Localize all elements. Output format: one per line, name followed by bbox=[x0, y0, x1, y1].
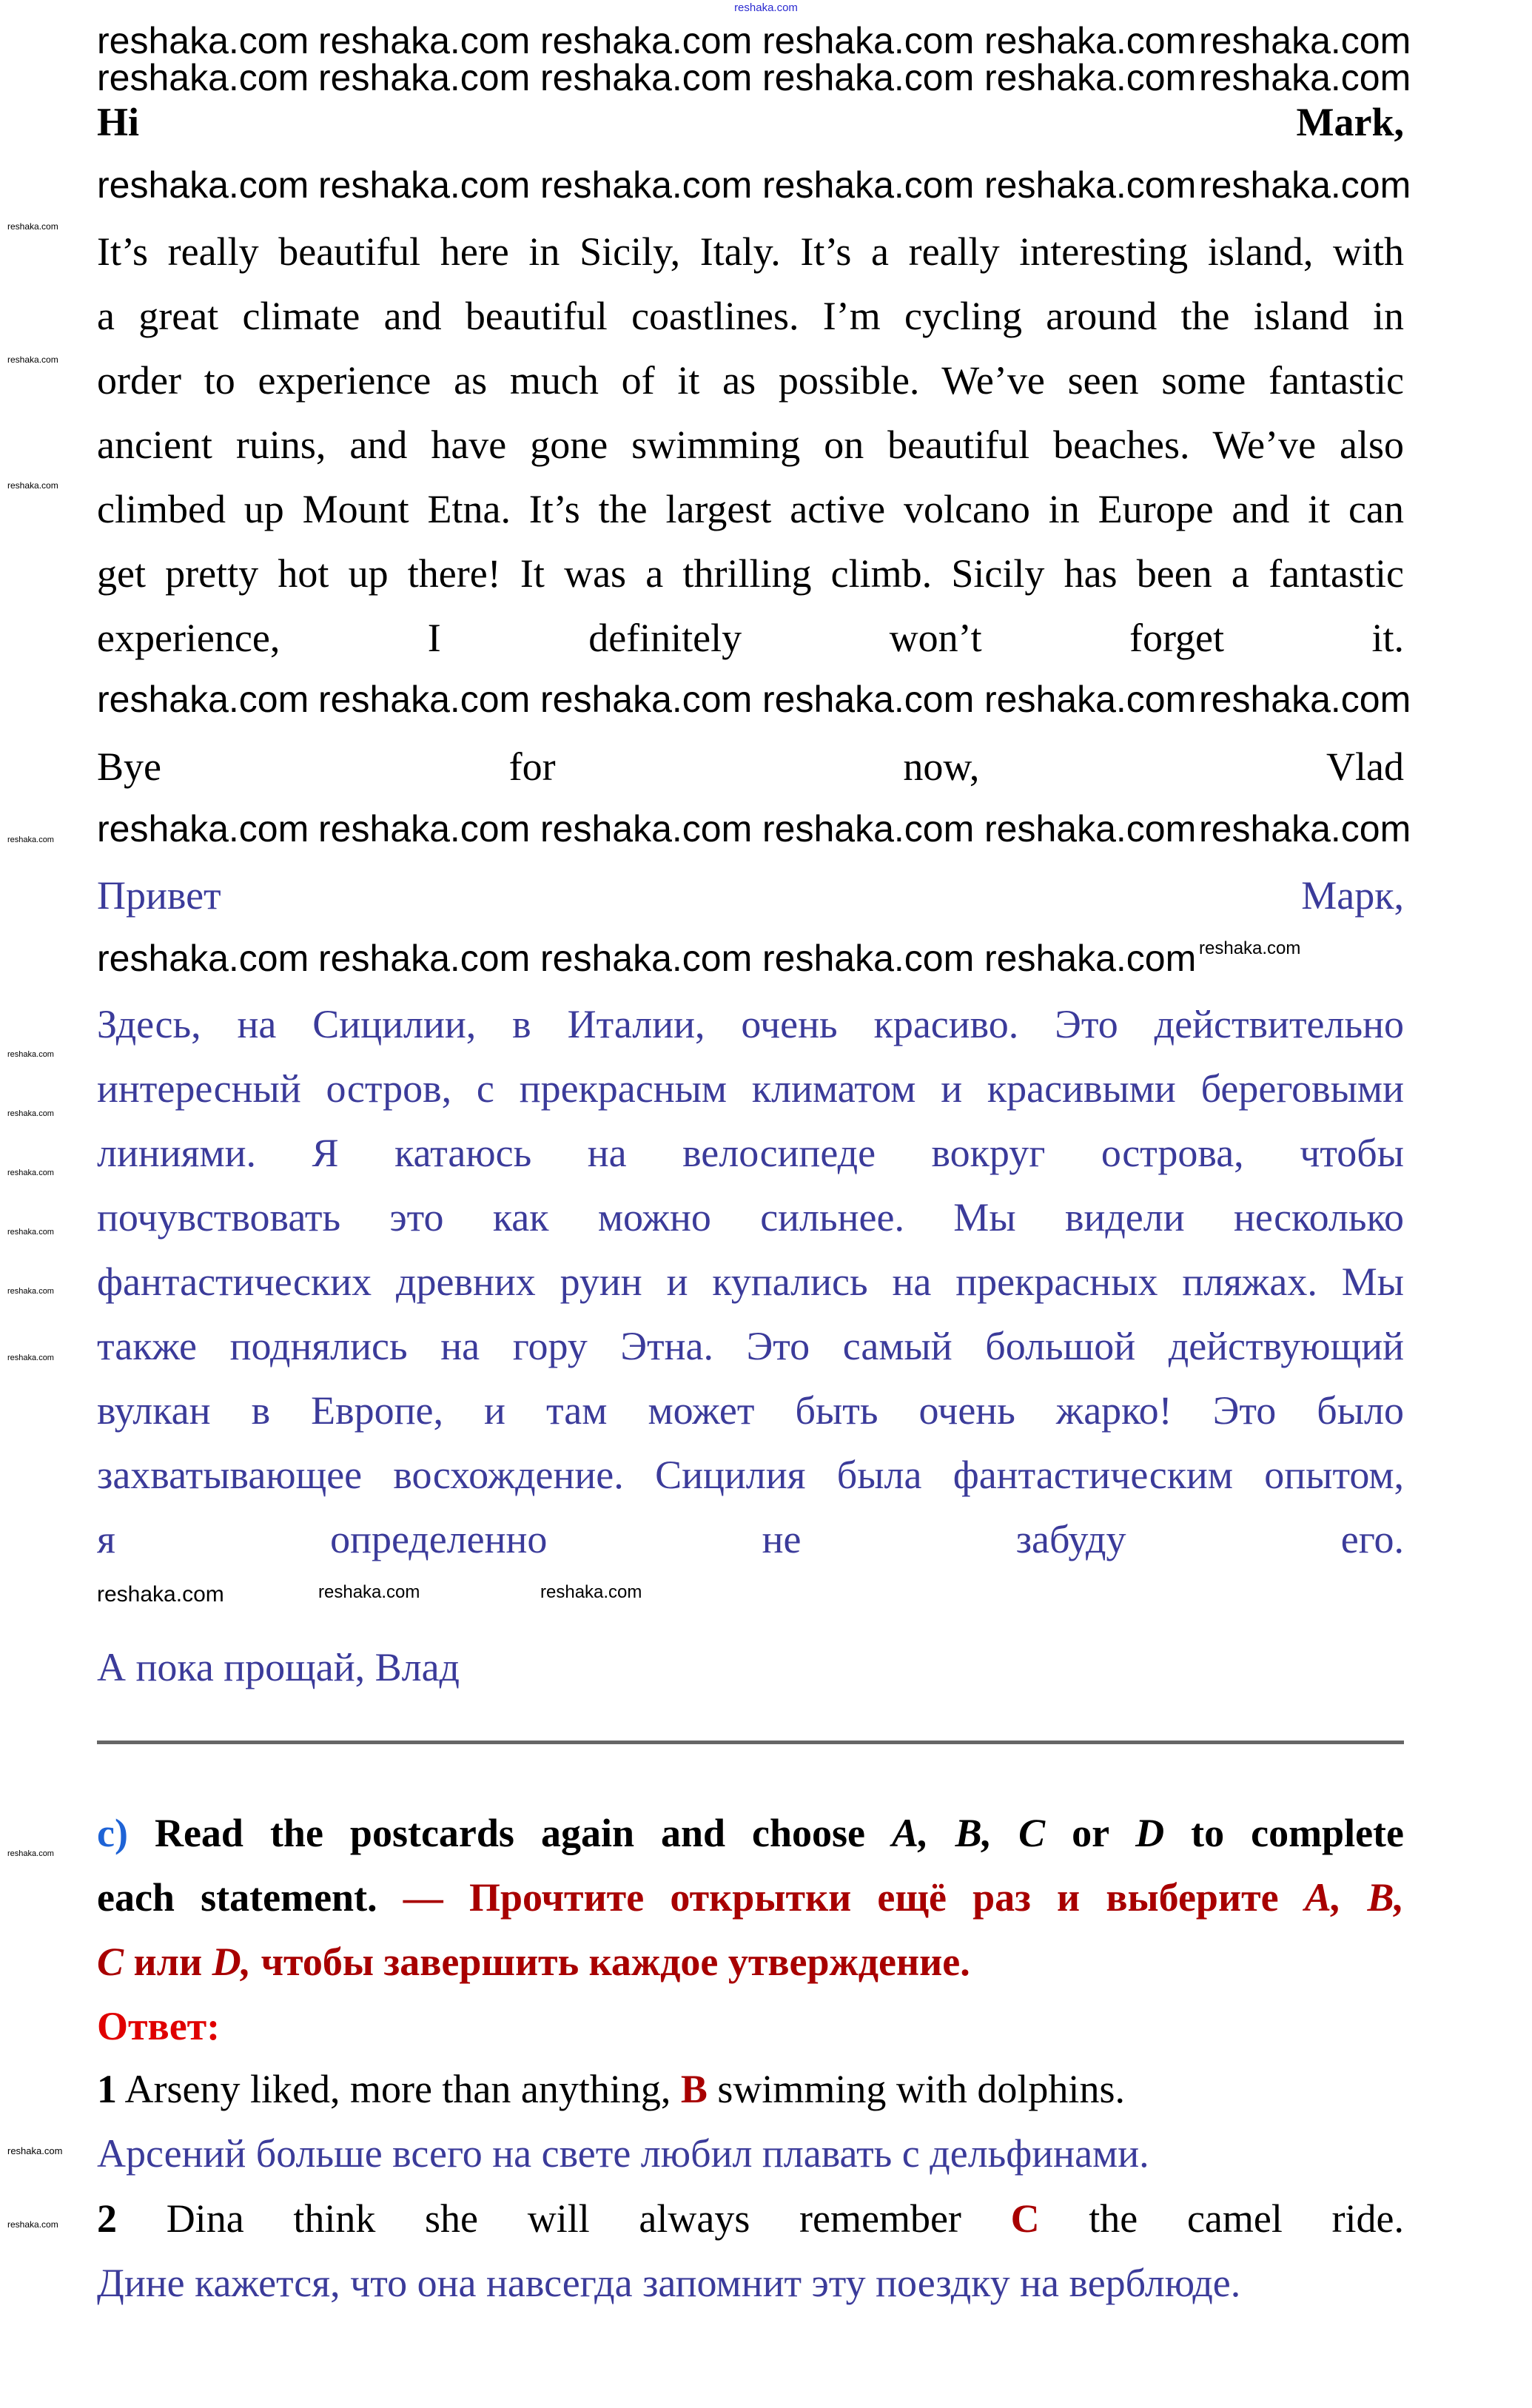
answer-item-1 bbox=[97, 2067, 1404, 2111]
watermark: reshaka.com bbox=[318, 164, 531, 206]
divider bbox=[97, 1741, 1404, 1744]
russian-line: я определенно не забуду его. bbox=[97, 1517, 1404, 1561]
watermark: reshaka.com bbox=[540, 1582, 642, 1602]
watermark: reshaka.com bbox=[762, 938, 975, 979]
watermark: reshaka.com bbox=[97, 808, 309, 850]
option-d: D bbox=[1135, 1811, 1165, 1855]
watermark: reshaka.com bbox=[7, 1849, 54, 1858]
watermark: reshaka.com bbox=[97, 938, 309, 979]
watermark: reshaka.com bbox=[7, 1287, 54, 1296]
english-line: order to experience as much of it as possible. We’ve seen some fantastic bbox=[97, 358, 1404, 403]
answer-label: Ответ: bbox=[97, 2004, 221, 2048]
watermark: reshaka.com bbox=[984, 20, 1197, 61]
watermark: reshaka.com bbox=[984, 164, 1197, 206]
watermark: reshaka.com bbox=[7, 1228, 54, 1237]
russian-line: захватывающее восхождение. Сицилия была фантастическим опытом, bbox=[97, 1453, 1404, 1497]
greeting-privet: Привет bbox=[97, 873, 221, 918]
answer-item-1-ru: Арсений больше всего на свете любил плавать с дельфинами. bbox=[97, 2131, 1149, 2176]
watermark: reshaka.com bbox=[7, 221, 58, 232]
english-line: It’s really beautiful here in Sicily, Italy. It’s a really interesting island, with bbox=[97, 229, 1404, 274]
task-dash: — bbox=[403, 1875, 443, 1920]
watermark: reshaka.com bbox=[7, 480, 58, 491]
option-c: C bbox=[1018, 1811, 1046, 1855]
watermark: reshaka.com bbox=[7, 2145, 63, 2156]
option-b-ru: B, bbox=[1367, 1875, 1405, 1920]
watermark: reshaka.com bbox=[540, 938, 753, 979]
english-greeting bbox=[97, 100, 1404, 144]
watermark: reshaka.com bbox=[7, 835, 54, 844]
russian-line: также поднялись на гору Этна. Это самый большой действующий bbox=[97, 1324, 1404, 1368]
watermark: reshaka.com bbox=[984, 808, 1197, 850]
russian-line: интересный остров, с прекрасным климатом и красивыми береговыми bbox=[97, 1066, 1404, 1111]
greeting-mark: Mark, bbox=[1296, 100, 1404, 144]
option-d-ru: D, bbox=[212, 1940, 252, 1984]
watermark: reshaka.com bbox=[97, 164, 309, 206]
watermark: reshaka.com bbox=[97, 20, 309, 61]
watermark: reshaka.com bbox=[7, 2219, 58, 2230]
russian-line: фантастических древних руин и купались на прекрасных пляжах. Мы bbox=[97, 1260, 1404, 1304]
answer-text: Arseny liked, more than anything, bbox=[124, 2067, 671, 2111]
watermark: reshaka.com bbox=[762, 679, 975, 720]
watermark: reshaka.com bbox=[1199, 679, 1411, 720]
watermark: reshaka.com bbox=[318, 20, 531, 61]
answer-number: 2 bbox=[97, 2196, 117, 2241]
option-a-ru: A, bbox=[1304, 1875, 1342, 1920]
english-closing: Bye for now, Vlad bbox=[97, 744, 1404, 789]
watermark: reshaka.com bbox=[7, 1168, 54, 1177]
task-text: Read the postcards again and choose bbox=[154, 1811, 866, 1855]
watermark: reshaka.com bbox=[97, 1582, 224, 1607]
watermark: reshaka.com bbox=[1199, 20, 1411, 61]
task-text: each statement. bbox=[97, 1875, 377, 1920]
answer-number: 1 bbox=[97, 2067, 117, 2111]
russian-greeting bbox=[97, 873, 1404, 918]
english-line: ancient ruins, and have gone swimming on beautiful beaches. We’ve also bbox=[97, 423, 1404, 467]
russian-line: линиями. Я катаюсь на велосипеде вокруг острова, чтобы bbox=[97, 1131, 1404, 1175]
watermark: reshaka.com bbox=[7, 1353, 54, 1362]
watermark: reshaka.com bbox=[540, 164, 753, 206]
watermark: reshaka.com bbox=[1199, 164, 1411, 206]
answer-text: swimming with dolphins. bbox=[717, 2067, 1125, 2111]
watermark: reshaka.com bbox=[1199, 57, 1411, 98]
answer-item-2-ru: Дине кажется, что она навсегда запомнит эту поездку на верблюде. bbox=[97, 2261, 1241, 2305]
option-c-ru: C bbox=[97, 1940, 124, 1984]
watermark: reshaka.com bbox=[318, 1582, 420, 1602]
task-text-ru: Прочтите открытки ещё раз и выберите bbox=[468, 1875, 1279, 1920]
option-a: A, bbox=[892, 1811, 929, 1855]
english-line: experience, I definitely won’t forget it. bbox=[97, 616, 1404, 660]
answer-text: Dina think she will always remember bbox=[166, 2196, 961, 2241]
watermark: reshaka.com bbox=[540, 20, 753, 61]
task-line-1 bbox=[97, 1811, 1404, 1855]
watermark: reshaka.com bbox=[1199, 938, 1301, 958]
watermark: reshaka.com bbox=[318, 57, 531, 98]
task-line-2 bbox=[97, 1875, 1404, 1920]
watermark: reshaka.com bbox=[97, 57, 309, 98]
watermark: reshaka.com bbox=[984, 938, 1197, 979]
watermark: reshaka.com bbox=[984, 57, 1197, 98]
greeting-hi: Hi bbox=[97, 100, 140, 144]
task-text-ru: или bbox=[133, 1940, 203, 1984]
task-label: c) bbox=[97, 1811, 128, 1855]
watermark: reshaka.com bbox=[97, 679, 309, 720]
watermark: reshaka.com bbox=[984, 679, 1197, 720]
watermark: reshaka.com bbox=[540, 808, 753, 850]
russian-line: вулкан в Европе, и там может быть очень жарко! Это было bbox=[97, 1388, 1404, 1433]
task-text: to complete bbox=[1191, 1811, 1405, 1855]
watermark: reshaka.com bbox=[1199, 808, 1411, 850]
watermark: reshaka.com bbox=[762, 57, 975, 98]
answer-choice: B bbox=[680, 2067, 708, 2111]
watermark: reshaka.com bbox=[540, 57, 753, 98]
english-line: climbed up Mount Etna. It’s the largest active volcano in Europe and it can bbox=[97, 487, 1404, 531]
watermark: reshaka.com bbox=[762, 164, 975, 206]
russian-line: Здесь, на Сицилии, в Италии, очень красиво. Это действительно bbox=[97, 1002, 1404, 1046]
watermark: reshaka.com bbox=[7, 354, 58, 365]
watermark: reshaka.com bbox=[762, 808, 975, 850]
watermark: reshaka.com bbox=[318, 938, 531, 979]
russian-line: почувствовать это как можно сильнее. Мы видели несколько bbox=[97, 1195, 1404, 1240]
answer-item-2 bbox=[97, 2196, 1404, 2241]
english-line: a great climate and beautiful coastlines. I’m cycling around the island in bbox=[97, 294, 1404, 338]
watermark: reshaka.com bbox=[540, 679, 753, 720]
task-line-3 bbox=[97, 1940, 1404, 1984]
greeting-mark-ru: Марк, bbox=[1301, 873, 1404, 918]
english-line: get pretty hot up there! It was a thrilling climb. Sicily has been a fantastic bbox=[97, 551, 1404, 596]
task-text: or bbox=[1072, 1811, 1109, 1855]
watermark: reshaka.com bbox=[318, 808, 531, 850]
watermark: reshaka.com bbox=[318, 679, 531, 720]
watermark: reshaka.com bbox=[7, 1109, 54, 1118]
answer-text: the camel ride. bbox=[1089, 2196, 1404, 2241]
russian-closing: А пока прощай, Влад bbox=[97, 1645, 460, 1689]
answer-choice: C bbox=[1010, 2196, 1040, 2241]
option-b: B, bbox=[955, 1811, 992, 1855]
watermark: reshaka.com bbox=[762, 20, 975, 61]
top-watermark: reshaka.com bbox=[734, 1, 798, 14]
task-text-ru: чтобы завершить каждое утверждение. bbox=[261, 1940, 970, 1984]
watermark: reshaka.com bbox=[7, 1050, 54, 1059]
